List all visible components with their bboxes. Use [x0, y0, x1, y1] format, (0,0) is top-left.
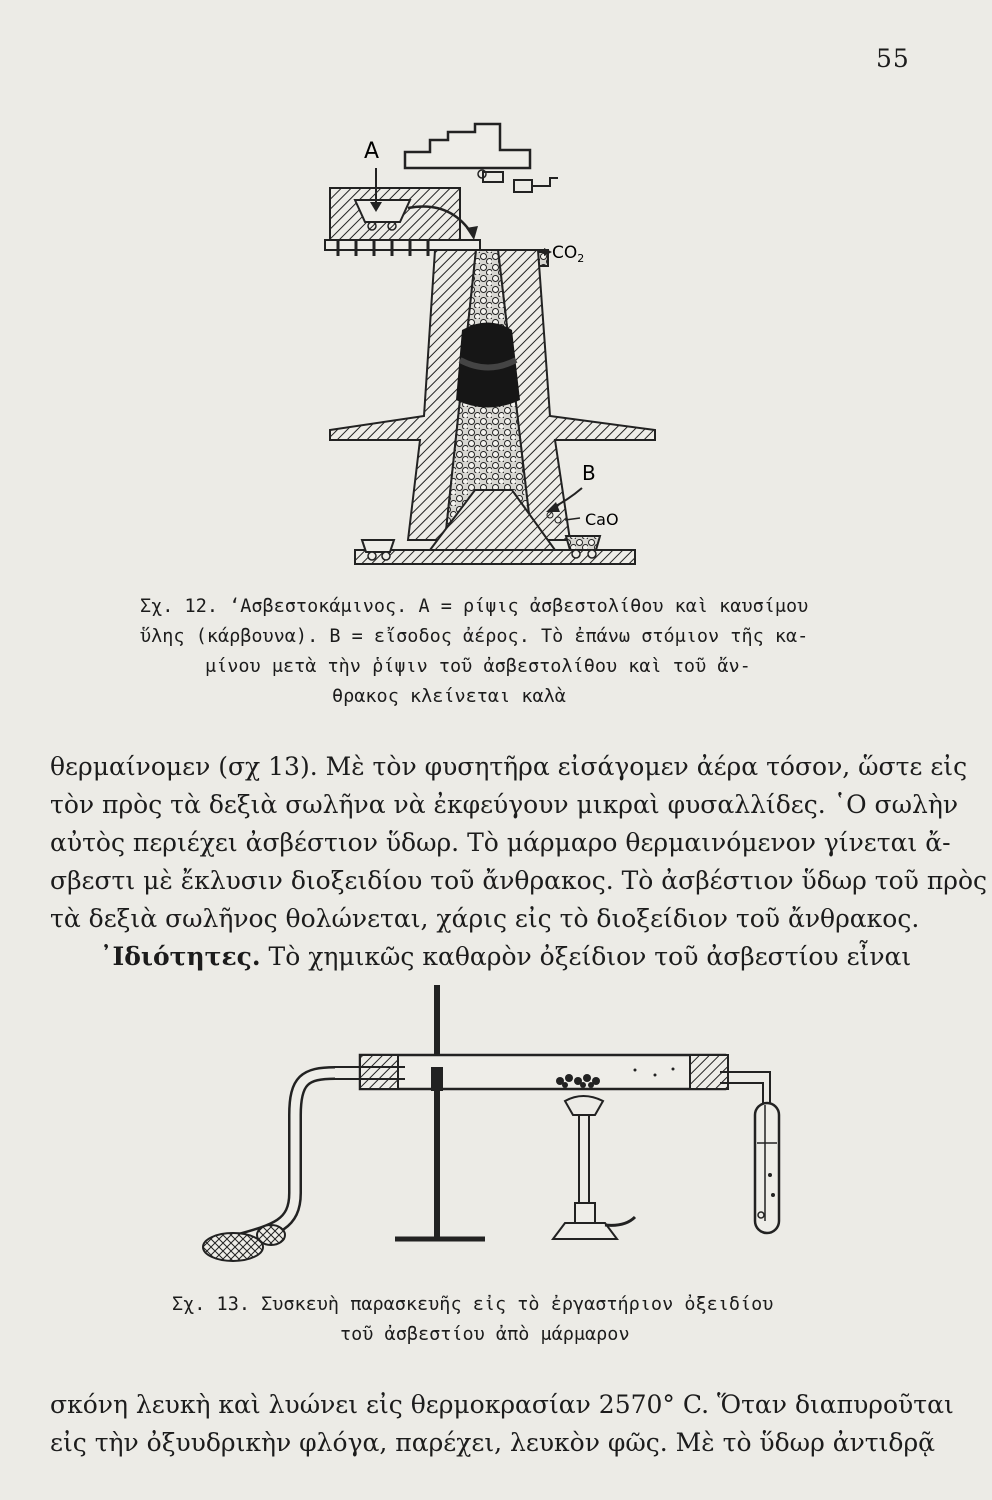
page-number: 55 — [876, 44, 910, 73]
properties-text: Τὸ χημικῶς καθαρὸν ὀξείδιον τοῦ ἀσβεστίου εἶναι — [260, 942, 912, 971]
body-line-5: τὰ δεξιὰ σωλῆνος θολώνεται, χάρις εἰς τὸ διοξείδιον τοῦ ἄνθρακος. — [50, 904, 920, 933]
properties-paragraph — [100, 942, 911, 971]
figure-12-lime-kiln — [300, 110, 680, 585]
lime-water-tube-icon — [720, 1072, 779, 1233]
label-b: B — [582, 461, 596, 485]
figure-13-caption-line-2: τοῦ ἀσβεστίου ἀπὸ μάρμαρον — [340, 1324, 630, 1345]
label-a: A — [364, 139, 380, 164]
figure-12-caption-line-2: ὕλης (κάρβουνα). Β = εἴσοδος ἀέρος. Τὸ ἐπάνω στόμιον τῆς κα- — [140, 626, 809, 647]
label-cao: CaO — [585, 510, 619, 529]
body-line-1: θερμαίνομεν (σχ 13). Μὲ τὸν φυσητῆρα εἰσάγομεν ἀέρα τόσον, ὥστε εἰς — [50, 752, 968, 781]
body-line-2: τὸν πρὸς τὰ δεξιὰ σωλῆνα νὰ ἐκφεύγουν μικραὶ φυσαλλίδες. ῾Ο σωλὴν — [50, 790, 959, 819]
properties-heading: ᾿Ιδιότητες. — [100, 942, 261, 971]
figure-12-caption-line-3: μίνου μετὰ τὴν ῥίψιν τοῦ ἀσβεστολίθου καὶ τοῦ ἄν- — [205, 656, 751, 677]
bunsen-burner-icon — [553, 1096, 635, 1239]
body-bottom-line-2: εἰς τὴν ὀξυυδρικὴν φλόγα, παρέχει, λευκὸν φῶς. Μὲ τὸ ὕδωρ ἀντιδρᾷ — [50, 1428, 936, 1457]
figure-12-caption-line-4: θρακος κλείνεται καλὰ — [332, 686, 566, 707]
bellows-icon — [203, 1073, 335, 1261]
figure-12-caption-line-1: Σχ. 12. ‘Ασβεστοκάμινος. Α = ρίψις ἀσβεστολίθου καὶ καυσίμου — [140, 596, 809, 617]
figure-13-apparatus — [195, 975, 815, 1295]
body-line-4: σβεστι μὲ ἔκλυσιν διοξειδίου τοῦ ἄνθρακος. Τὸ ἀσβέστιον ὕδωρ τοῦ πρὸς — [50, 866, 988, 895]
body-line-3: αὐτὸς περιέχει ἀσβέστιον ὕδωρ. Τὸ μάρμαρο θερμαινόμενον γίνεται ἄ- — [50, 828, 951, 857]
body-bottom-line-1: σκόνη λευκὴ καὶ λυώνει εἰς θερμοκρασίαν 2570° C. Ὅταν διαπυροῦται — [50, 1390, 954, 1419]
label-co2: $CO_2$ — [552, 243, 585, 265]
figure-13-caption-line-1: Σχ. 13. Συσκευὴ παρασκευῆς εἰς τὸ ἐργαστήριον ὀξειδίου — [172, 1294, 774, 1315]
